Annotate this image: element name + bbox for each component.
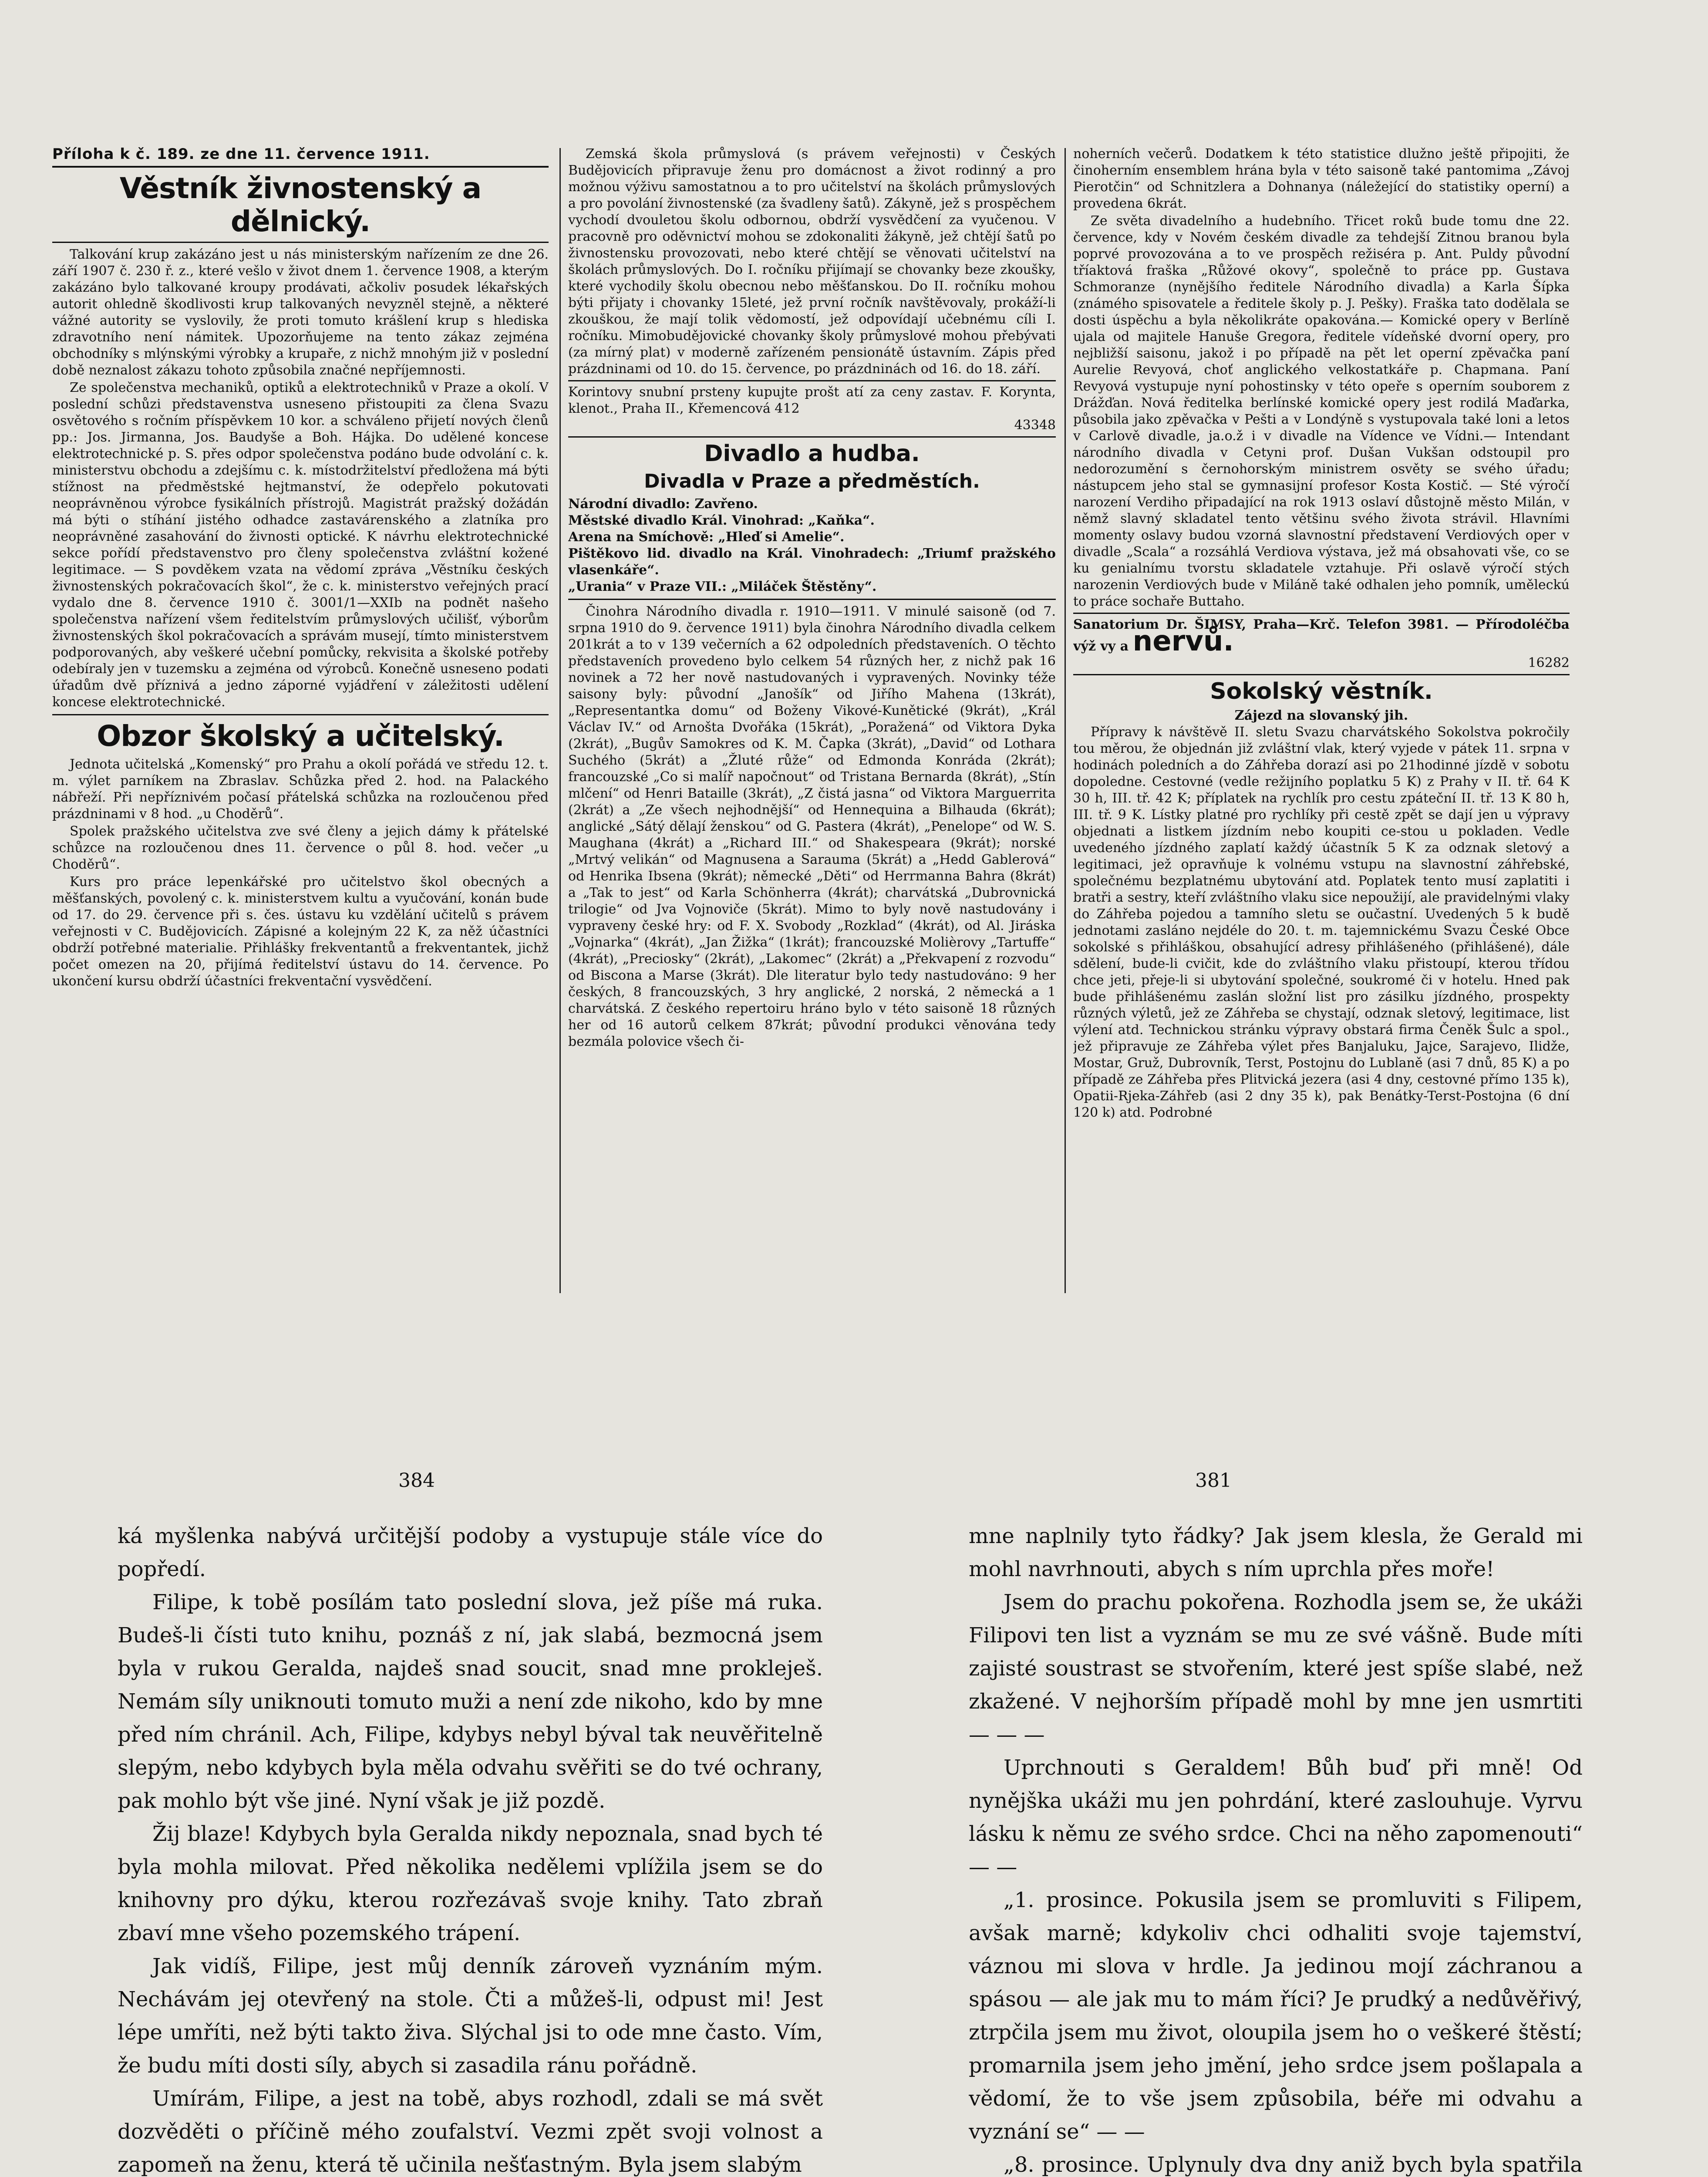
issue-header: Příloha k č. 189. ze dne 11. července 1911. <box>52 146 549 168</box>
article-svet-divadelni: Ze světa divadelního a hudebního. Třicet roků bude tomu dne 22. července, kdy v Novém českém divadle za tehdejší Zitnou branou byla poprvé provozována a to ve prospěch režiséra p. Ant. Puldy původní tříaktová fraška „Růžové okovy“, společně to práce pp. Gustava Schmoranze (nynějšího ředitele Národního divadla) a Karla Šípka (známého spisovatele a ředitele školy p. J. Pešky). Fraška tato dodělala se dosti úspěchu a byla několikráte opakována.— Komické opery v Berlíně ujala od majitele Hanuše Gregora, ředitele vídeňské dvorní opery, pro nejbližší saisonu, jakož i po případě na pět let operní zpěvačka paní Aurelie Revyová, choť anglického velkostatkáře p. Chapmana. Paní Revyová vystupuje nyní pohostinsky v této opeře s operním souborem z Drážďan. Nová ředitelka berlínské komické opery jest rodilá Maďarka, působila jako zpěvačka v Pešti a v Londýně s vystupovala také loni a letos v Carlově divadle, ja.o.ž i v divadle na Vídence ve Vídni.— Intendant národního divadla v Cetyni prof. Dušan Vukšan odstoupil pro nedorozumění s černohorským ministrem osvěty se svého úřadu; nástupcem jeho stal se gymnasijní profesor Kosta Kostič. — Sté výročí narození Verdiho připadající na rok 1913 oslaví důstojně město Milán, v němž slavný skladatel tento většinu svého života strávil. Hlavními momenty oslavy budou vzorná slavnostní představení Verdiových oper v divadle „Scala“ a rozsáhlá Verdiova výstava, jež má obsahovati vše, co se ku genialnímu tvorstu skladatele vztahuje. Při oslavě výročí stých narozenin Verdiových bude v Miláně také odhalen jeho pomník, uměleckú to práce sochaře Buttaho. <box>1073 213 1570 609</box>
advertisement-sanatorium <box>1073 613 1570 675</box>
book-paragraph: „1. prosince. Pokusila jsem se promluviti s Filipem, avšak marně; kdykoliv chci odhaliti svoje tajemství, váznou mi slova v hrdle. Ja jedinou mojí záchranou a spásou — ale jak mu to mám říci? Je prudký a nedůvěřivý, ztrpčila jsem mu život, oloupila jsem ho o veškeré štěstí; promarnila jsem jeho jmění, jeho srdce jsem pošlapala a vědomí, že to vše jsem způsobila, béře mi odvahu a vyznání se“ — — <box>969 1888 1583 2144</box>
book-paragraph: Uprchnouti s Geraldem! Bůh buď při mně! Od nynějška ukáži mu jen pohrdání, které zaslouhuje. Vyrvu lásku k němu ze svého srdce. Chci na něho zapomenouti“ — — <box>969 1756 1583 1879</box>
section-heading-vestnik: Věstník živnostenský a dělnický. <box>119 172 482 238</box>
section-heading-obzor: Obzor školský a učitelský. <box>97 719 504 753</box>
book-page-left <box>118 1520 823 2177</box>
theatre-listing: Národní divadlo: Zavřeno. <box>568 496 758 512</box>
book-paragraph: mne naplnily tyto řádky? Jak jsem klesla, že Gerald mi mohl navrhnouti, abych s ním uprchla přes moře! <box>969 1524 1583 1581</box>
ad-number: 16282 <box>1528 655 1570 671</box>
book-page-right <box>969 1520 1583 2177</box>
book-paragraph: Umírám, Filipe, a jest na tobě, abys rozhodl, zdali se má svět dozvěděti o příčině mého zoufalství. Vezmi zpět svoji volnost a zapomeň na ženu, která tě učinila nešťastným. Byla jsem slabým <box>118 2086 823 2177</box>
section-heading-sokol: Sokolský věstník. <box>1210 678 1433 704</box>
section-subheading-divadla: Divadla v Praze a předměstích. <box>644 470 980 492</box>
article-kurs: Kurs pro práce lepenkářské pro učitelstvo škol obecných a měšťanských, povolený c. k. ministerstvem kultu a vyučování, konán bude od 17. do 29. července při s. čes. ústavu ku vzdělání učitelů s právem veřejnosti v C. Budějovicích. Zápisné a kolejným 22 K, za něž účastníci obdrží potřebné materialie. Přihlášky frekventantů a frekventantek, jichž počet omezen na 20, přijímá ředitelství ústavu do 14. července. Po ukončení kursu obdrží účastníci frekventační vysvědčení. <box>52 874 549 989</box>
book-paragraph: Žij blaze! Kdybych byla Geralda nikdy nepoznala, snad bych té byla mohla milovat. Před několika nedělemi vplížila jsem se do knihovny pro dýku, kterou rozřezávaš svoje knihy. Tato zbraň zbaví mne všeho pozemského trápení. <box>118 1822 823 1945</box>
ad-text: Sanatorium Dr. ŠIMSY, Praha—Krč. Telefon 3981. — Přírodoléčba výž vy a <box>1073 617 1570 654</box>
article-talkovani: Talkování krup zakázáno jest u nás ministerským nařízením ze dne 26. září 1907 č. 230 ř. z., které vešlo v život dnem 1. července 1908, a kterým zakázáno bylo talkované kroupy prodávati, ačkoliv posudek lékařských autorit ohledně škodlivosti krup talkovaných nevyzněl stejně, a některé vážné autority se vyslovily, že proti tomuto krášlení krup s hlediska zdravotního není námitek. Upozorňujeme na tento zákaz zejména obchodníky s mlýnskými výrobky a krupaře, z nichž mnohým již v poslední době neznalost zákazu tohoto způsobila značné nepříjemnosti. <box>52 247 549 378</box>
theatre-listing: Arena na Smíchově: „Hleď si Amelie“. <box>568 529 845 545</box>
section-subheading-zajezd: Zájezd na slovanský jih. <box>1234 708 1408 723</box>
book-paragraph: Jsem do prachu pokořena. Rozhodla jsem se, že ukáži Filipovi ten list a vyznám se mu ze své vášně. Bude míti zajisté soustrast se stvořením, které jest spíše slabé, než zkažené. V nejhorším případě mohl by mne jen usmrtiti — — — <box>969 1590 1583 1747</box>
article-zemska-skola: Zemská škola průmyslová (s právem veřejnosti) v Českých Budějovicích připravuje ženu pro domácnost a život rodinný a pro možnou výživu samostatnou a to pro učitelství na školách průmyslových a pro povolání živnostenské (za švadleny šatů). Zákyně, jež s prospěchem vychodí dvouletou školu odbornou, obdrží vysvědčení za vyučenou. V pracovně pro oděvnictví mohou se zdokonaliti žákyně, jež chtějí šatů po živnostensku provozovati, nebo které chtějí se věnovati učitelství na školách průmyslových. Do I. ročníku přijímají se chovanky beze zkoušky, které vychodily školu obecnou nebo měšťanskou. Do II. ročníku mohou býti přijaty i chovanky 15leté, jež první ročník navštěvovaly, prokáží-li zkouškou, že mají tolik vědomostí, jež odpovídají učebnému cíli I. ročníku. Mimobudějovické chovanky školy průmyslové mohou přebývati (za mírný plat) v moderně zařízeném pensionátě ústavním. Zápis před prázdninami od 10. do 15. července, po prázdninách od 16. do 18. září. <box>568 146 1056 377</box>
article-zajezd: Přípravy k návštěvě II. sletu Svazu charvátského Sokolstva pokročily tou měrou, že objednán již zvláštní vlak, který vyjede v pátek 11. srpna v hodinách poledních a do Záhřeba dorazí asi po 21hodinné jízdě v sobotu dopoledne. Cestovné (vedle režijního poplatku 5 K) z Prahy v II. tř. 64 K 30 h, III. tř. 42 K; příplatek na rychlík pro cestu zpáteční II. tř. 13 K 80 h, III. tř. 9 K. Lístky platné pro rychlíky při cestě zpět se dají jen u výpravy objednati a listkem jízdním nebo koupiti ce-stou u pokladen. Vedle uvedeného jízdného zaplatí každý účastník 5 K za odznak sletový a legitimaci, jež opravňuje k volnému vstupu na slavnostní záhřebské, společnému bezplatnému ubytování atd. Poplatek tento musí zaplatiti i bratři a sestry, kteří zvláštního vlaku sice nepoužijí, ale pravidelnými vlaky do Záhřeba pojedou a tamního sletu se oučastní. Uvedených 5 k budě jednotami zasláno nejdéle do 20. t. m. tajemnickému Svazu České Obce sokolské s přihláškou, obsahující adresy přihlášeného (přihlášené), dále sdělení, bude-li cvičit, kde do zvláštního vlaku přistoupí, kterou třídou chce jeti, přeje-li si ubytování společné, soukromé či v hotelu. Hned pak bude přihlášenému zaslán složní list pro zásilku jízdného, prospekty různých výletů, jež ze Záhřeba se chystají, odznak sletový, legitimace, list výlení atd. Technickou stránku výpravy obstará firma Čeněk Šulc a spol., jež připravuje ze Záhřeba výlet přes Banjaluku, Jajce, Sarajevo, Ilidže, Mostar, Gruž, Dubrovník, Terst, Postojnu do Lublaně (asi 7 dnů, 85 K) a po případě ze Záhřeba přes Plitvická jezera (asi 4 dny, cestovné přímo 135 k), Opatii-Rjeka-Záhřeb (asi 2 dny 35 k), pak Benátky-Terst-Postojna (6 dní 120 k) atd. Podrobné <box>1073 725 1570 1120</box>
newspaper-column-3 <box>1073 146 1570 1291</box>
article-spolek: Spolek pražského učitelstva zve své členy a jejich dámy k přátelské schůzce na rozloučenou dnes 11. července o půl 8. hod. večer „u Choděrů“. <box>52 824 549 872</box>
theatre-listing: Pištěkovo lid. divadlo na Král. Vinohradech: „Triumf pražského vlasenkáře“. <box>568 546 1056 578</box>
advertisement-korynta <box>568 380 1056 438</box>
page-number-right: 381 <box>1195 1469 1232 1492</box>
section-heading-divadlo: Divadlo a hudba. <box>704 441 920 467</box>
book-paragraph: ká myšlenka nabývá určitější podoby a vystupuje stále více do popředí. <box>118 1524 823 1581</box>
column-divider <box>559 148 561 1293</box>
article-cinohra-continued: noherních večerů. Dodatkem k této statistice dlužno ještě připojiti, že činoherním ensemblem hrána byla v této saisoně také pantomima „Závoj Pierotčin“ od Schnitzlera a Dohnanya (náležející do statistiky operní) a provedena 6krát. <box>1073 146 1570 211</box>
theatre-listing: Městské divadlo Král. Vinohrad: „Kaňka“. <box>568 513 875 528</box>
divider <box>568 599 1056 600</box>
theatre-listing: „Urania“ v Praze VII.: „Miláček Štěstěny“. <box>568 579 877 594</box>
divider <box>52 714 549 715</box>
ad-number: 43348 <box>1014 418 1056 433</box>
book-paragraph: „8. prosince. Uplynuly dva dny aniž bych byla spatřila <box>1004 2153 1583 2177</box>
ad-emphasis: nervů. <box>1132 625 1234 657</box>
book-paragraph: Filipe, k tobě posílám tato poslední slova, jež píše má ruka. Budeš-li čísti tuto knihu, poznáš z ní, jak slabá, bezmocná jsem byla v rukou Geralda, najdeš snad soucit, snad mne prokleješ. Nemám síly uniknouti tomuto muži a není zde nikoho, kdo by mne před ním chránil. Ach, Filipe, kdybys nebyl býval tak neuvěřitelně slepým, nebo kdybych byla měla odvahu svěřiti se do tvé ochrany, pak mohlo být vše jiné. Nyní však je již pozdě. <box>118 1590 823 1813</box>
divider <box>52 242 549 243</box>
newspaper-column-2 <box>568 146 1056 1291</box>
article-spolecenstvo: Ze společenstva mechaniků, optiků a elektrotechniků v Praze a okolí. V poslední schůzi představenstva usneseno přistoupiti za člena Svazu osvětového s ročním příspěvkem 10 kor. a schváleno přijetí nových členů pp.: Jos. Jirmanna, Jos. Baudyše a Boh. Hájka. Do udělené koncese elektrotechnické p. S. přes odpor společenstva podáno bude odvolání c. k. ministerstvu obchodu a zdejšímu c. k. místodržitelství předložena má býti stížnost na předměstské hejtmanství, že odepřelo pokutovati neoprávněnou výrobce fysikálních přístrojů. Magistrát pražský dožádán má býti o stíhání jistého odhadce zastavárenského a zlatníka pro neoprávněné zasahování do živnosti optické. K návrhu elektrotechnické sekce pořídí představenstvo pro členy společenstva zvláštní kožené legitimace. — S povděkem vzata na vědomí zpráva „Věstníku českých živnostenských pokračovacích škol“, že c. k. ministerstvo veřejných prací vydalo dne 8. července 1910 č. 3001/1—XXIb na podnět našeho společenstva nařízení všem ředitelstvím průmyslových učilišť, výborům živnostenských škol pokračovacích a správám musejí, tímto ministerstvem podporovaných, aby veškeré učební pomůcky, rekvisita a školské potřeby odebíraly jen v tuzemsku a zejména od výrobců. Konečně usneseno podati úřadům dvě příznivá a jedno záporné vyjádření v záležitosti udělení koncese elektrotechnické. <box>52 380 549 710</box>
article-jednota: Jednota učitelská „Komenský“ pro Prahu a okolí pořádá ve středu 12. t. m. výlet parníkem na Zbraslav. Schůzka před 2. hod. na Palackého nábřeží. Při nepříznivém počasí přátelská schůzka na rozloučenou před prázdninami v 8 hod. „u Choděrů“. <box>52 757 549 822</box>
book-paragraph: Jak vidíš, Filipe, jest můj denník zároveň vyznáním mým. Nechávám jej otevřený na stole. Čti a můžeš-li, odpust mi! Jest lépe umříti, než býti takto živa. Slýchal jsi to ode mne často. Vím, že budu míti dosti síly, abych si zasadila ránu pořádně. <box>118 1954 823 2078</box>
column-divider <box>1065 148 1066 1293</box>
page-number-left: 384 <box>398 1469 435 1492</box>
article-cinohra: Činohra Národního divadla r. 1910—1911. V minulé saisoně (od 7. srpna 1910 do 9. července 1911) byla činohra Národního divadla celkem 201krát a to v 139 večerních a 62 odpoledních představeních. O těchto představeních provedeno bylo celkem 54 různých her, z nichž pak 16 novinek a 72 her nově nastudovaných i vypravených. Novinky téže saisony byly: původní „Janošík“ od Jiřího Mahena (13krát), „Representantka domu“ od Boženy Vikové-Kunětické (9krát), „Král Václav IV.“ od Arnošta Dvořáka (15krát), „Poražená“ od Viktora Dyka (2krát), „Bugův Samokres od K. M. Čapka (3krát), „David“ od Lothara Suchého (5krát) a „Žluté růže“ od Edmonda Konráda (2krát); francouzské „Co si malíř napočnout“ od Tristana Bernarda (8krát), „Stín mlčení“ od Henri Bataille (3krát), „Z čistá jasna“ od Viktora Marguerrita (2krát) a „Ze všech nejhodnější“ od Hennequina a Bilhauda (6krát); anglické „Sátý dělají ženskou“ od G. Pastera (4krát), „Penelope“ od W. S. Maughana (4krát) a „Richard III.“ od Shakespeara (9krát); norské „Mrtvý velikán“ od Magnusena a Sarauma (5krát) a „Hedd Gablerová“ od Henrika Ibsena (9krát); německé „Děti“ od Herrmanna Bahra (8krát) a „Tak to jest“ od Karla Schönherra (4krát); charvátská „Dubrovnická trilogie“ od Jva Vojnoviče (5krát). Mimo to byly nově nastudovány i vypraveny české hry: od F. X. Svobody „Rozklad“ (4krát), od Al. Jiráska „Vojnarka“ (4krát), „Jan Žižka“ (1krát); francouzské Molièrovy „Tartuffe“ (4krát), „Preciosky“ (2krát), „Lakomec“ (2krát) a „Překvapení z rozvodu“ od Biscona a Marse (3krát). Dle literatur bylo tedy nastudováno: 9 her českých, 8 francouzských, 3 hry anglické, 2 norská, 2 německá a 1 charvátská. Z českého repertoiru hráno bylo v této saisoně 18 různých her od 16 autorů celkem 87krát; původní produkci věnována tedy bezmála polovice všech či- <box>568 604 1056 1049</box>
ad-text: Korintovy snubní prsteny kupujte prošt atí za ceny zastav. F. Korynta, klenot., Praha II., Křemencová 412 <box>568 384 1056 416</box>
newspaper-column-1 <box>52 146 549 1291</box>
